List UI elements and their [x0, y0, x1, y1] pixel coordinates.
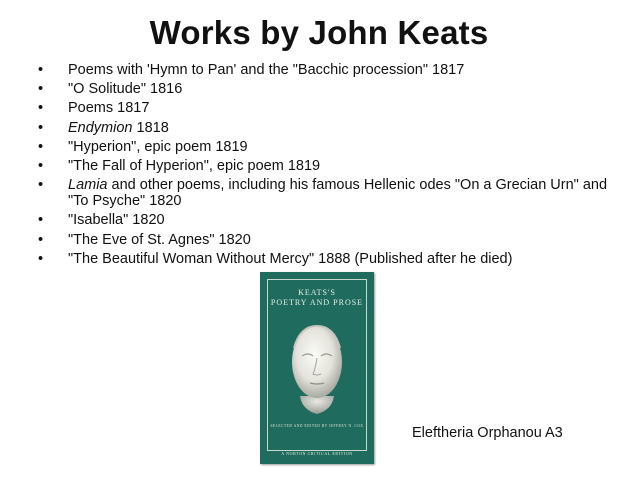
work-item — [38, 212, 618, 228]
work-detail: 1817 — [427, 62, 465, 78]
author-credit: Eleftheria Orphanou A3 — [412, 425, 563, 441]
work-detail: 1818 — [132, 119, 169, 136]
work-detail: and other poems, including his famous Hellenic odes "On a Grecian Urn" and "To Psyche" 1820 — [68, 177, 608, 210]
work-item — [38, 81, 618, 97]
bullet-icon: • — [38, 138, 44, 155]
work-item — [38, 251, 618, 267]
cover-editor-line: SELECTED AND EDITED BY JEFFREY N. COX — [270, 424, 364, 428]
work-item — [38, 62, 618, 78]
bullet-icon: • — [38, 81, 44, 98]
bullet-icon: • — [38, 231, 44, 248]
work-title: "Hyperion" — [68, 138, 137, 155]
work-title: Poems — [68, 100, 114, 117]
bullet-icon: • — [38, 62, 44, 78]
cover-title — [260, 288, 374, 308]
work-detail: 1820 — [214, 231, 251, 248]
work-item — [38, 158, 618, 174]
work-detail: 1816 — [146, 81, 183, 98]
cover-title-line1: KEATS'S — [298, 288, 336, 297]
cover-title-line2: POETRY AND PROSE — [270, 298, 364, 307]
death-mask-icon — [282, 318, 352, 418]
work-title: Poems with 'Hymn to Pan' and the "Bacchic procession" — [68, 62, 428, 78]
work-detail: 1820 — [128, 212, 165, 229]
work-detail: 1817 — [113, 100, 150, 117]
work-title: "Isabella" — [68, 212, 129, 229]
book-cover-image — [260, 272, 374, 464]
work-title: Endymion — [68, 119, 133, 136]
work-item — [38, 120, 618, 136]
bullet-icon: • — [38, 119, 44, 136]
work-title: "The Eve of St. Agnes" — [68, 231, 215, 248]
work-detail: 1888 (Published after he died) — [314, 250, 513, 267]
bullet-icon: • — [38, 100, 44, 117]
bullet-icon: • — [38, 157, 44, 174]
work-detail: , epic poem 1819 — [136, 138, 248, 155]
works-list — [38, 62, 618, 270]
work-detail: , epic poem 1819 — [208, 157, 321, 174]
slide-title: Works by John Keats — [149, 14, 489, 51]
cover-edition-line: A NORTON CRITICAL EDITION — [281, 451, 353, 456]
bullet-icon: • — [38, 212, 44, 229]
work-item — [38, 232, 618, 248]
work-item — [38, 177, 618, 209]
bullet-icon: • — [38, 250, 44, 267]
work-item — [38, 139, 618, 155]
work-item — [38, 100, 618, 116]
work-title: "The Beautiful Woman Without Mercy" — [68, 250, 315, 267]
work-title: "O Solitude" — [68, 81, 147, 98]
bullet-icon: • — [38, 177, 44, 194]
work-title: "The Fall of Hyperion" — [68, 157, 209, 174]
work-title: Lamia — [68, 177, 108, 194]
